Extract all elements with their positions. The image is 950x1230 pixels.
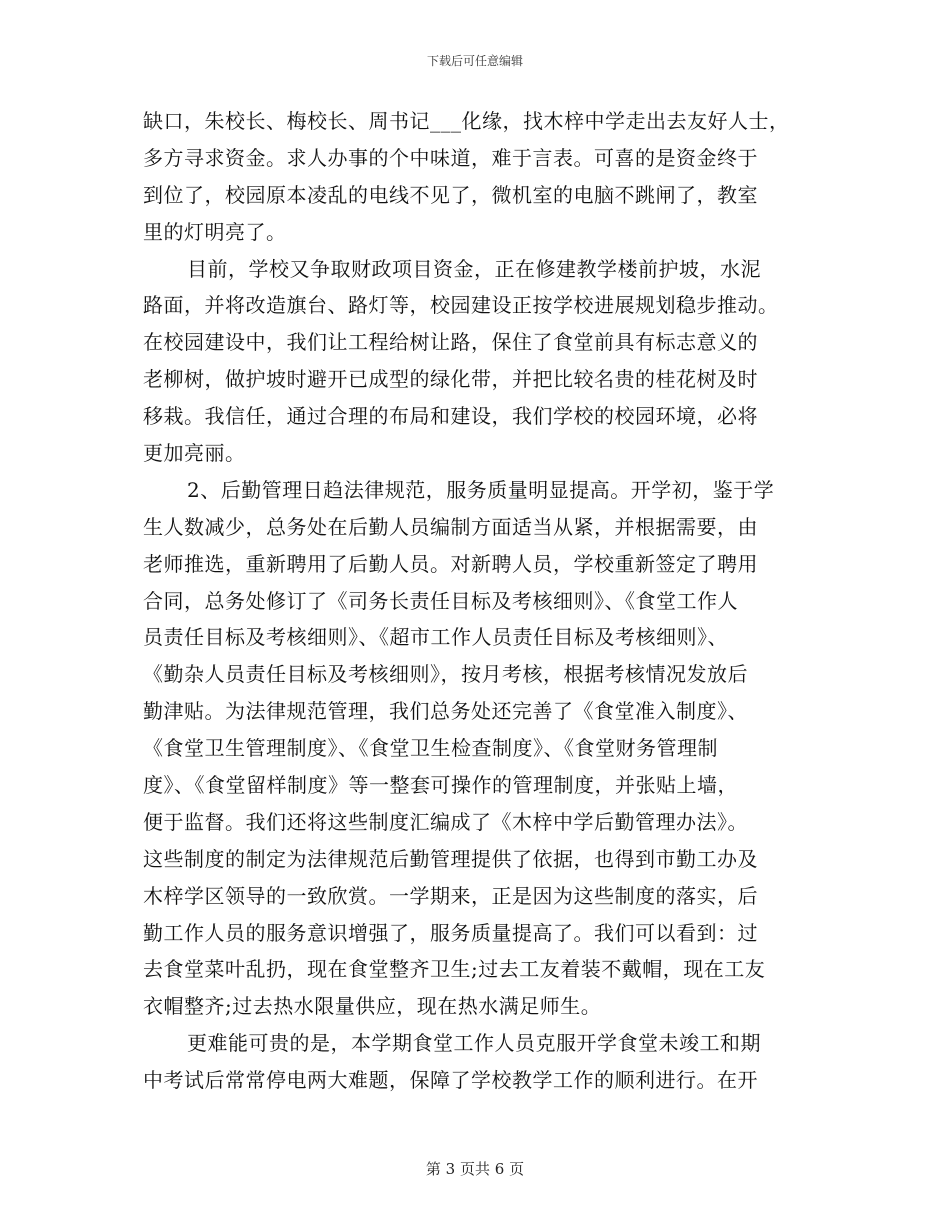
text-line: 木梓学区领导的一致欣赏。一学期来，正是因为这些制度的落实，后: [143, 883, 758, 908]
text-line: 移栽。我信任，通过合理的布局和建设，我们学校的校园环境，必将: [143, 404, 758, 429]
text-line: 缺口，朱校长、梅校长、周书记___化缘，找木梓中学走出去友好人士，: [143, 109, 790, 133]
text-line: 里的灯明亮了。: [143, 219, 287, 244]
page-header: 下载后可任意编辑: [426, 54, 523, 68]
text-line: 去食堂菜叶乱扔，现在食堂整齐卫生;过去工友着装不戴帽，现在工友: [143, 957, 766, 982]
paragraph-start-line: 目前，学校又争取财政项目资金，正在修建教学楼前护坡，水泥: [187, 256, 761, 281]
text-line: 老柳树，做护坡时避开已成型的绿化带，并把比较名贵的桂花树及时: [143, 367, 758, 392]
text-line: 衣帽整齐;过去热水限量供应，现在热水满足师生。: [143, 994, 602, 1019]
text-line: 员责任目标及考核细则》、《超市工作人员责任目标及考核细则》、: [143, 625, 728, 650]
text-line: 《食堂卫生管理制度》、《食堂卫生检查制度》、《食堂财务管理制: [143, 736, 718, 761]
text-line: 路面，并将改造旗台、路灯等，校园建设正按学校进展规划稳步推动。: [143, 293, 779, 318]
text-line: 到位了，校园原本凌乱的电线不见了，微机室的电脑不跳闸了，教室: [143, 182, 758, 207]
text-line: 老师推选，重新聘用了后勤人员。对新聘人员，学校重新签定了聘用: [143, 551, 758, 576]
text-line: 多方寻求资金。求人办事的个中味道，难于言表。可喜的是资金终于: [143, 145, 758, 170]
text-line: 这些制度的制定为法律规范后勤管理提供了依据，也得到市勤工办及: [143, 846, 758, 871]
paragraph-start-line: 2、后勤管理日趋法律规范，服务质量明显提高。开学初，鉴于学: [187, 477, 775, 502]
text-line: 生人数减少，总务处在后勤人员编制方面适当从紧，并根据需要，由: [143, 514, 758, 539]
paragraph-start-line: 更难能可贵的是，本学期食堂工作人员克服开学食堂未竣工和期: [187, 1031, 761, 1056]
text-line: 更加亮丽。: [143, 441, 246, 466]
text-line: 在校园建设中，我们让工程给树让路，保住了食堂前具有标志意义的: [143, 330, 758, 355]
document-body: [143, 103, 811, 1099]
text-line: 度》、《食堂留样制度》等一整套可操作的管理制度，并张贴上墙，: [143, 773, 738, 798]
text-line: 《勤杂人员责任目标及考核细则》，按月考核，根据考核情况发放后: [143, 662, 748, 687]
text-line: 中考试后常常停电两大难题，保障了学校教学工作的顺利进行。在开: [143, 1068, 758, 1093]
text-line: 便于监督。我们还将这些制度汇编成了《木梓中学后勤管理办法》。: [143, 809, 748, 834]
text-line: 合同，总务处修订了《司务长责任目标及考核细则》、《食堂工作人: [143, 588, 738, 613]
text-line: 勤津贴。为法律规范管理，我们总务处还完善了《食堂准入制度》、: [143, 699, 748, 724]
page-footer: 第 3 页共 6 页: [425, 1160, 525, 1178]
text-line: 勤工作人员的服务意识增强了，服务质量提高了。我们可以看到：过: [143, 920, 758, 945]
